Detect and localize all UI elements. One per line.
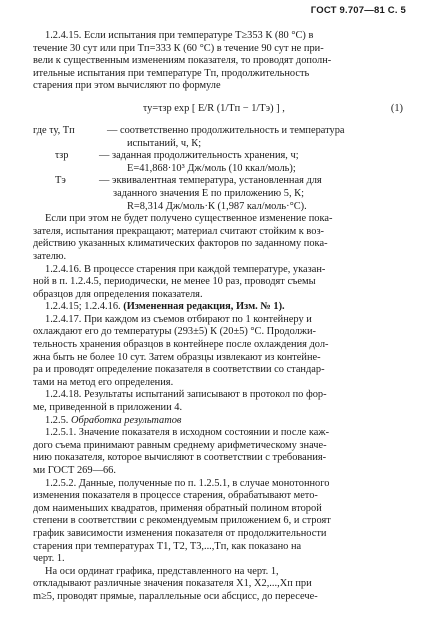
line: старения при этом вычисляют по формуле xyxy=(33,80,221,92)
line: 1.2.4.18. Результаты испытаний записывают в протокол по фор- xyxy=(45,389,327,401)
line: нию показателя, которое вычисляют в соответствии с требования- xyxy=(33,452,327,464)
line: дого съема принимают равным среднему арифметическому значе- xyxy=(33,439,327,451)
line: ной в п. 1.2.4.5, периодически, не менее 10 раз, проводят съемы xyxy=(33,276,316,288)
legend-description: R=8,314 Дж/моль·К (1,987 кал/моль·°С). xyxy=(127,200,307,212)
line: На оси ординат графика, представленного на черт. 1, xyxy=(45,565,279,577)
line: старения при температурах T1, T2, T3,...,Tп, как показано на xyxy=(33,540,302,552)
legend-symbol: Tэ xyxy=(55,175,66,187)
line: график зависимости изменения показателя от продолжительности xyxy=(33,527,327,539)
paragraph-1-2-4-17 xyxy=(33,314,403,390)
heading-title: Обработка результатов xyxy=(71,414,182,426)
legend-description: — соответственно продолжительность и температура xyxy=(107,124,345,136)
line: действию указанных климатических факторов по заданному пока- xyxy=(33,238,328,250)
line: ме, приведенной в приложении 4. xyxy=(33,402,183,414)
legend-symbol xyxy=(33,201,127,214)
paragraph-change-note xyxy=(33,301,403,314)
line: Если при этом не будет получено существенное изменение пока- xyxy=(45,213,333,225)
line: дом наименьших квадратов, применяя обратный полином второй xyxy=(33,502,322,514)
legend-symbol: τзр xyxy=(55,150,69,162)
legend-row xyxy=(33,188,403,201)
legend-row xyxy=(33,163,403,176)
formula-expression: τу=τзр exp [ E/R (1/Tп − 1/Tэ) ] , xyxy=(143,102,285,114)
change-note-ref: 1.2.4.15; 1.2.4.16. xyxy=(45,301,121,313)
change-note-bold: (Измененная редакция, Изм. № 1). xyxy=(123,301,285,313)
line: тами на метод его определения. xyxy=(33,376,174,388)
legend-description: заданного значения E по приложению 5, К; xyxy=(113,187,305,199)
line: охлаждают его до температуры (293±5) К (20±5) °С. Продолжи- xyxy=(33,326,317,338)
legend-description: испытаний, ч, К; xyxy=(127,137,202,149)
formula-number: (1) xyxy=(390,102,403,114)
legend-row xyxy=(33,201,403,214)
line: 1.2.5.2. Данные, полученные по п. 1.2.5.1, в случае монотонного xyxy=(45,477,330,489)
line: ительные испытания при температуре Tп, продолжительность xyxy=(33,67,310,79)
paragraph-1-2-4-15 xyxy=(33,30,403,93)
line: черт. 1. xyxy=(33,553,65,565)
paragraph-after-legend xyxy=(33,213,403,263)
paragraph-1-2-5-1 xyxy=(33,427,403,477)
paragraph-1-2-4-16 xyxy=(33,264,403,302)
legend-symbol xyxy=(33,138,127,151)
line: образцов для определения показателя. xyxy=(33,288,203,300)
legend-symbol: где τу, Tп xyxy=(33,124,75,136)
legend-description: — заданная продолжительность хранения, ч; xyxy=(99,150,299,162)
paragraph-1-2-5-2 xyxy=(33,478,403,566)
paragraph-1-2-4-18 xyxy=(33,389,403,414)
heading-number: 1.2.5. xyxy=(45,414,69,426)
legend-row xyxy=(33,150,403,163)
line: течение 30 сут или при Tп=333 К (60 °С) в течение 90 сут не при- xyxy=(33,42,324,54)
line: 1.2.5.1. Значение показателя в исходном состоянии и после каж- xyxy=(45,427,330,439)
line: ра и проводят определение показателя в соответствии со стандар- xyxy=(33,364,325,376)
document-body xyxy=(33,30,403,604)
line: 1.2.4.17. При каждом из съемов отбирают по 1 контейнеру и xyxy=(45,313,312,325)
line: жна быть не более 10 сут. Затем образцы извлекают из контейне- xyxy=(33,351,321,363)
line: m≥5, проводят прямые, параллельные оси абсцисс, до пересече- xyxy=(33,590,318,602)
line: откладывают различные значения показателя X1, X2,...,Xп при xyxy=(33,578,312,590)
legend-row xyxy=(33,138,403,151)
page-header: ГОСТ 9.707—81 С. 5 xyxy=(310,5,406,16)
line: ми ГОСТ 269—66. xyxy=(33,465,116,476)
line: зателя, испытания прекращают; материал считают стойким к воз- xyxy=(33,225,325,237)
line: 1.2.4.15. Если испытания при температуре T≥353 К (80 °С) в xyxy=(45,30,314,41)
line: изменения показателя в процессе старения, обрабатывают мето- xyxy=(33,490,318,502)
line: 1.2.4.16. В процессе старения при каждой температуре, указан- xyxy=(45,263,326,275)
legend-row xyxy=(33,175,403,188)
line: степени в соответствии с рекомендуемым приложением 6, и строят xyxy=(33,515,331,527)
legend-symbol xyxy=(33,188,113,201)
line: зателю. xyxy=(33,250,67,262)
paragraph-final xyxy=(33,566,403,604)
formula-1 xyxy=(33,94,403,124)
line: тельность хранения образцов в контейнере после охлаждения дол- xyxy=(33,339,329,351)
legend-row xyxy=(33,125,403,138)
formula-legend xyxy=(33,125,403,213)
legend-description: — эквивалентная температура, установленная для xyxy=(99,175,322,187)
line: вели к существенным изменениям показателя, то проводят дополн- xyxy=(33,55,332,67)
legend-description: E=41,868·10³ Дж/моль (10 ккал/моль); xyxy=(127,162,296,174)
legend-symbol xyxy=(33,163,127,176)
heading-1-2-5 xyxy=(33,415,403,428)
